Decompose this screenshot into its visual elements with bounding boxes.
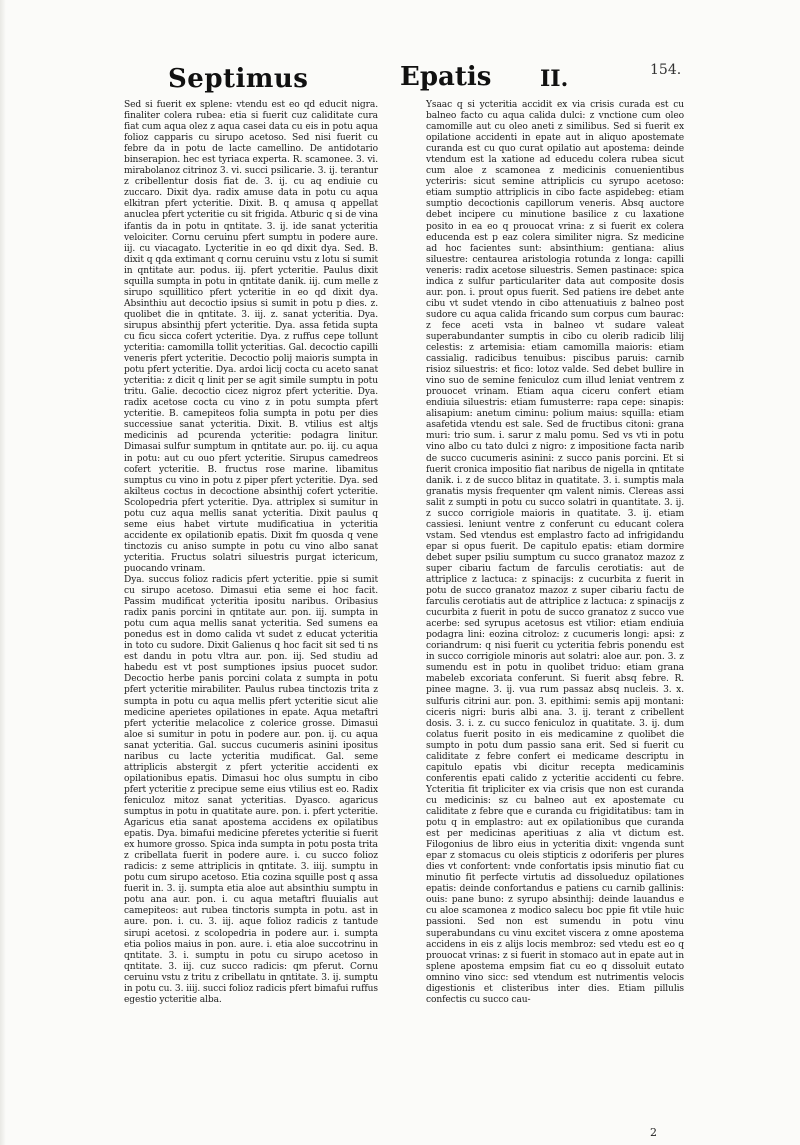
signature-mark: 2 bbox=[650, 1126, 657, 1139]
running-head-left: Septimus bbox=[168, 64, 309, 94]
folio-number: 154. bbox=[650, 62, 682, 78]
paragraph: Sed si fuerit ex splene: vtendu est eo qd educit nigra. finaliter colera rubea: etia si fuerit cuz caliditate cura fiat cum aqua olez z aqua casei data cu eis in potu aqua folioz capparis cu sirupo acetoso. Sed nisi fuerit cu febre da in potu de lacte camellino. De antidotario binserapion. hec est tyriaca experta. R. scamonee. 3. vi. mirabolanoz citrinoz 3. vi. succi psilicarie. 3. ij. terantur z cribellentur dosis fiat de. 3. ij. cu aq endiuie cu zuccaro. Dixit dya. radix amuse data in potu cu aqua elkitran pfert ycteritie. Dixit. B. q amusa q appellat anuclea pfert ycteritie cu sit frigida. Atburic q si de vina ifantis da in potu in qntitate. 3. ij. ide sanat ycteritia veloiciter. Cornu ceruinu pfert sumptu in podere aure. iij. cu viacagato. Lycteritie in eo qd dixit dya. Sed. B. dixit q qda extimant q cornu ceruinu vstu z lotu si sumit in qntitate aur. podus. iij. pfert ycteritie. Paulus dixit squilla sumpta in potu in qntitate danik. iij. cum melle z sirupo squillitico pfert ycteritie in eo qd dixit dya. Absinthiu aut decoctio ipsius si sumit in potu p dies. z. quolibet die in qntitate. 3. iij. z. sanat ycteritia. Dya. sirupus absinthij pfert ycteritie. Dya. assa fetida supta cu ficu sicca cofert ycteritie. Dya. z ruffus cepe tollunt ycteritia: camomilla tollit ycteritias. Gal. decoctio capilli veneris pfert ycteritie. Decoctio polij maioris sumpta in potu pfert ycteritie. Dya. ardoi licij cocta cu aceto sanat ycteritia: z dicit q linit per se agit simile sumptu in potu tritu. Galie. decoctio cicez nigroz pfert ycteritie. Dya. radix acetose cocta cu vino z in potu sumpta pfert ycteritie. B. camepiteos folia sumpta in potu per dies successiue sanat ycteritia. Dixit. B. vtilius est altjs medicinis ad pcurenda ycteritie: podagra linitur. Dimasai sulfur sumptum in qntitate aur. po. iij. cu aqua in potu: aut cu ouo pfert ycteritie. Sirupus camedreos cofert ycteritie. B. fructus rose marine. libamitus sumptus cu vino in potu z piper pfert ycteritie. Dya. sed akilteus coctus in decoctione absinthij cofert ycteritie. Scolopedria pfert ycteritie. Dya. attriplex si sumitur in potu cuz aqua mellis sanat ycteritia. Dixit paulus q seme eius habet virtute mudificatiua in ycteritia accidente ex opilationib epatis. Dixit fm quosda q vene tinctozis cu aniso sumpte in potu cu vino albo sanat ycteritia. Fructus solatri siluestris purgat ictericum, puocando vrinam. bbox=[124, 100, 378, 574]
page-edge-shadow bbox=[0, 0, 6, 1145]
text-column-left bbox=[124, 100, 378, 1005]
text-column-right bbox=[426, 100, 684, 1115]
paragraph: Ysaac q si ycteritia accidit ex via crisis curada est cu balneo facto cu aqua calida dulci: z vnctione cum oleo camomille aut cu oleo aneti z similibus. Sed si fuerit ex opilatione accidenti in epate aut in aliquo apostemate curanda est cu quo curat opilatio aut apostema: deinde vtendum est la xatione ad educedu colera rubea sicut cum aloe z scamonea z medicinis conuenientibus ycteriris: sicut semine attriplicis cu syrupo acetoso: etiam sumptio attriplicis in cibo facte aspidebeg: etiam sumptio decoctionis capillorum veneris. Absq auctore debet incipere cu minutione basilice z cu laxatione posito in ea eo q prouocat vrina: z si fuerit ex colera educenda est p eaz colera similiter nigra. Sz medicine ad hoc facientes sunt: absinthium: gentiana: alius siluestre: centaurea aristologia rotunda z longa: capilli veneris: radix acetose siluestris. Semen pastinace: spica indica z sulfur particulariter data aut composite dosis aur. pon. i. prout opus fuerit. Sed patiens ire debet ante cibu vt sudet vtendo in cibo attenuatiuis z balneo post sudore cu aqua calida fricando sum corpus cum baurac: z fece aceti vsta in balneo vt sudare valeat superabundanter sumptis in cibo cu olerib radicib lilij celestis: z artemisia: etiam camomilla maioris: etiam cassialig. radicibus tenuibus: piscibus paruis: carnib risioz siluestris: et fico: lotoz valde. Sed debet bullire in vino suo de semine feniculoz cum illud leniat ventrem z prouocet vrinam. Etiam aqua ciceru confert etiam endiuia siluestris: etiam fumusterre: rapa cepe: sinapis: alisapium: anetum ciminu: polium maius: squilla: etiam asafetida vtendu est sale. Sed de fructibus citoni: grana muri: trio sum. i. sarur z malu pomu. Sed vs vti in potu vino albo cu tato dulci z nigro: z impositione facta narib de succo cucumeris asinini: z succo panis porcini. Et si fuerit cronica impositio fiat naribus de nigella in qntitate danik. i. z de succo blitaz in quatitate. 3. i. sumptis mala granatis mysis frequenter qm valent nimis. Clereas assi salit z sumpti in potu cu succo solatri in quantitate. 3. ij. z succo corrigiole maioris in quatitate. 3. ij. etiam cassiesi. leniunt ventre z conferunt cu educant colera vstam. Sed vtendus est emplastro facto ad infrigidandu epar si opus fuerit. De capitulo epatis: etiam dormire debet super psiliu sumptum cu succo granatoz mazoz z super cibariu factum de farculis cerotiatis: aut de attriplice z lactuca: z spinacijs: z cucurbita z fuerit in potu de succo granatoz mazoz z super cibariu factu de farculis cerotiatis aut de attriplice z lactuca: z spinacijs z cucurbita z fuerit in potu de succo granatoz z succo vue acerbe: sed syrupus acetosus est vtilior: etiam endiuia podagra lini: eozina citroloz: z cucumeris longi: apsi: z coriandrum: q nisi fuerit cu ycteritia febris ponendu est in succo corrigiole minoris aut solatri: aloe aur. pon. 3. z sumendu est in potu in quolibet triduo: etiam grana mabeleb excoriata conferunt. Si fuerit absq febre. R. pinee magne. 3. ij. vua rum passaz absq nucleis. 3. x. sulfuris citrini aur. pon. 3. epithimi: semis apij montani: ciceris nigri: buris albi ana. 3. ij. terant z cribellent dosis. 3. i. z. cu succo feniculoz in quatitate. 3. ij. dum colatus fuerit posito in eis medicamine z quolibet die sumpto in potu dum passio sana erit. Sed si fuerit cu caliditate z febre confert ei medicame descriptu in capitulo epatis vbi dicitur recepta medicaminis conferentis epati calido z ycteritie accidenti cu febre. Ycteritia fit tripliciter ex via crisis que non est curanda cu medicinis: sz cu balneo aut ex apostemate cu caliditate z febre que e curanda cu frigiditatibus: tam in potu q in emplastro: aut ex opilationibus que curanda est per medicinas aperitiuas z alia vt dictum est. Filogonius de libro eius in ycteritia dixit: vngenda sunt epar z stomacus cu oleis stipticis z odoriferis per plures dies vt confortent: vnde confortatis ipsis minutio fiat cu minutio fit perfecte virtutis ad dissolueduz opilationes epatis: deinde confortandus e patiens cu carnib gallinis: ouis: pane buno: z syrupo absinthij: deinde lauandus e cu aloe scamonea z modico salecu boc ppie fit vtile huic passioni. Sed non est sumendu in potu vinu superabundans cu vinu excitet viscera z omne apostema accidens in eis z alijs locis membroz: sed vtedu est eo q prouocat vrinas: z si fuerit in stomaco aut in epate aut in splene apostema empsim fiat cu eo q dissoluit eutato omnino vino sicc: sed vtendum est nutrimentis velocis digestionis et clisteribus inter dies. Etiam pillulis confectis cu succo cau- bbox=[426, 100, 684, 1005]
chapter-numeral: II. bbox=[540, 66, 569, 92]
paragraph: Dya. succus folioz radicis pfert ycteritie. ppie si sumit cu sirupo acetoso. Dimasui etia seme ei hoc facit. Passim mudificat ycteritia ipositu naribus. Oribasius radix panis porcini in qntitate aur. pon. iij. sumpta in potu cum aqua mellis sanat ycteritia. Sed sumens ea ponedus est in domo calida vt sudet z educat ycteritia in toto cu sudore. Dixit Galienus q hoc facit sit sed ti ns est dandu in potu vltra aur. pon. iij. Sed studiu ad habedu est vt post sumptiones ipsius puocet sudor. Decoctio herbe panis porcini colata z sumpta in potu pfert ycteritie mirabiliter. Paulus rubea tinctozis trita z sumpta in potu cu aqua mellis pfert ycteritie sicut alie medicine aperietes opilationes in epate. Aqua metaftri pfert ycteritie melacolice z colerice grosse. Dimasui aloe si sumitur in potu in podere aur. pon. ij. cu aqua sanat ycteritia. Gal. succus cucumeris asinini ipositus naribus cu lacte ycteritia mudificat. Gal. seme attriplicis abstergit z pfert ycteritie accidenti ex opilationibus epatis. Dimasui hoc olus sumptu in cibo pfert ycteritie z precipue seme eius vtilius est eo. Radix feniculoz mitoz sanat ycteritias. Dyasco. agaricus sumptus in potu in quatitate aure. pon. i. pfert ycteritie. Agaricus etia sanat apostema accidens ex opilatibus epatis. Dya. bimafui medicine pferetes ycteritie si fuerit ex humore grosso. Spica inda sumpta in potu posta trita z cribellata fuerit in podere aure. i. cu succo folioz radicis: z seme attriplicis in qntitate. 3. iiij. sumptu in potu cum sirupo acetoso. Etia cozina squille post q assa fuerit in. 3. ij. sumpta etia aloe aut absinthiu sumptu in potu ana aur. pon. i. cu aqua metaftri fluuialis aut camepiteos: aut rubea tinctoris sumpta in potu. ast in aure. pon. i. cu. 3. iij. aque folioz radicis z tantude sirupi acetosi. z scolopedria in podere aur. i. sumpta etia polios maius in pon. aure. i. etia aloe succotrinu in qntitate. 3. i. sumptu in potu cu sirupo acetoso in qntitate. 3. iij. cuz succo radicis: qm pferut. Cornu ceruinu vstu z tritu z cribellatu in qntitate. 3. ij. sumptu in potu cu. 3. iiij. succi folioz radicis pfert bimafui ruffus egestio ycteritie alba. bbox=[124, 575, 378, 1005]
running-head-right: Epatis bbox=[400, 62, 492, 92]
